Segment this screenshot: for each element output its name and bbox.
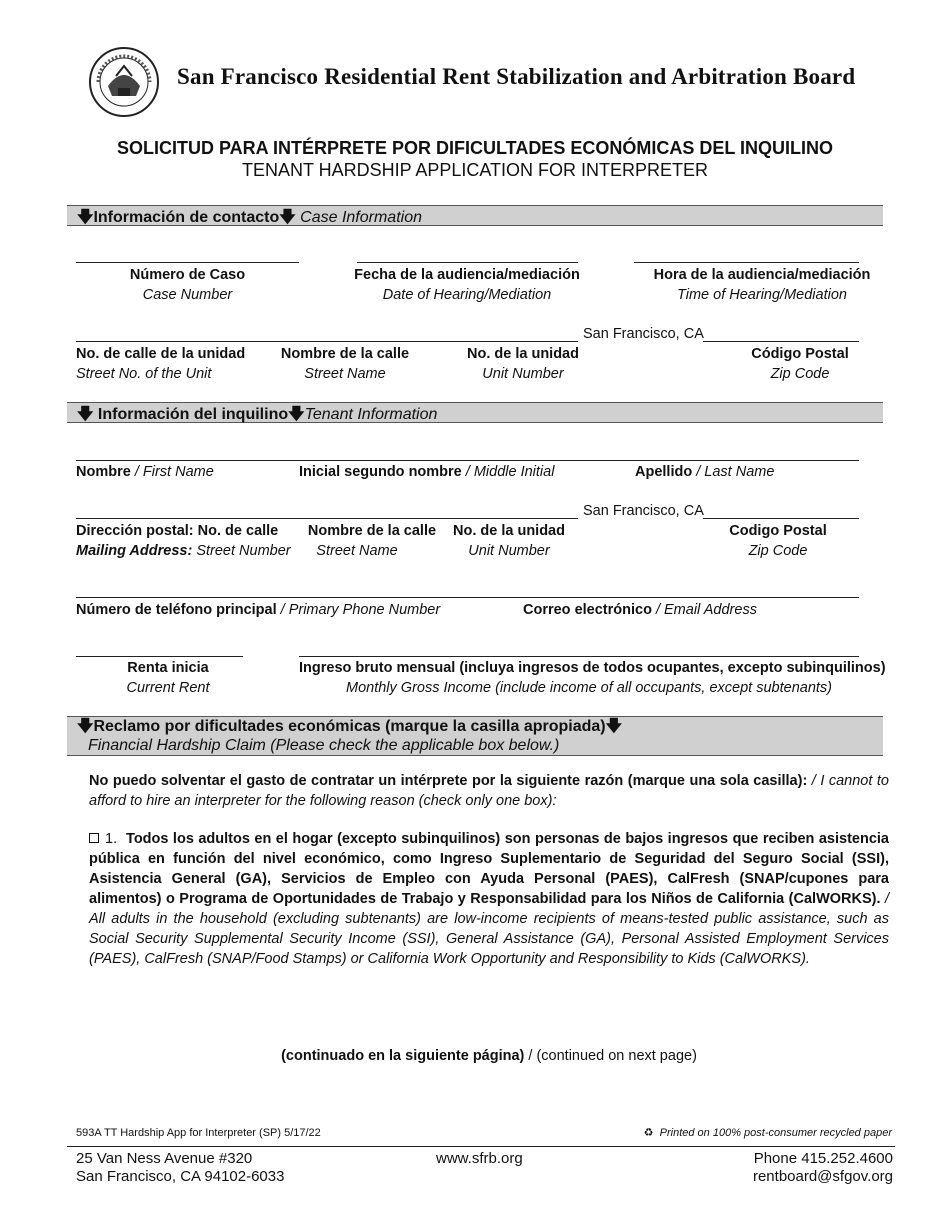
hardship-intro: No puedo solventar el gasto de contratar un intérprete por la siguiente razón (marque una sola casilla): / I cannot to afford to hire an interpreter for the following reason (check only one box): (89, 773, 889, 809)
current-rent-label-es: Renta inicia (127, 660, 209, 676)
tenant-info-header-en: Tenant Information (304, 406, 438, 423)
unit-city-text: San Francisco, CA (583, 326, 704, 342)
footer-divider (67, 1146, 895, 1147)
footer-address: 25 Van Ness Avenue #320 San Francisco, CA 94102-6033 (76, 1150, 285, 1185)
footer-email-link[interactable]: rentboard@sfgov.org (752, 1168, 893, 1185)
tenant-name-field[interactable] (76, 460, 859, 461)
first-name-label: Nombre / First Name (76, 464, 214, 480)
continued-note: (continuado en la siguiente página) / (continued on next page) (281, 1048, 697, 1064)
tenant-info-header-es: 🡇 Información del inquilino🡇 (77, 406, 305, 423)
mailing-zip-field[interactable] (703, 518, 859, 519)
option-1-checkbox[interactable] (89, 833, 99, 843)
footer-phone: Phone 415.252.4600 (753, 1150, 893, 1167)
case-info-header-es: 🡇Información de contacto🡇 (77, 209, 296, 226)
monthly-income-field[interactable] (299, 656, 859, 657)
current-rent-label-en: Current Rent (126, 680, 210, 696)
monthly-income-label-en: Monthly Gross Income (include income of all occupants, except subtenants) (346, 680, 832, 696)
mailing-street-no-label-en: Mailing Address: Street Number (76, 543, 291, 559)
case-info-header-bar (67, 205, 883, 226)
mailing-street-no-label-es: Dirección postal: No. de calle (76, 523, 279, 539)
email-label: Correo electrónico / Email Address (523, 602, 757, 618)
footer-contact (753, 1150, 893, 1186)
hearing-time-label-es: Hora de la audiencia/mediación (653, 267, 871, 283)
case-number-label-es: Número de Caso (129, 267, 246, 283)
unit-number-label-en: Unit Number (482, 366, 564, 382)
hardship-header-bar (67, 716, 883, 756)
unit-street-name-label-es: Nombre de la calle (280, 346, 410, 362)
unit-street-name-label-en: Street Name (304, 366, 386, 382)
last-name-label: Apellido / Last Name (635, 464, 775, 480)
form-title-es: SOLICITUD PARA INTÉRPRETE POR DIFICULTADES ECONÓMICAS DEL INQUILINO (116, 138, 834, 158)
mailing-street-name-label-en: Street Name (316, 543, 398, 559)
form-id: 593A TT Hardship App for Interpreter (SP) 5/17/22 (76, 1127, 321, 1139)
unit-address-field[interactable] (76, 341, 578, 342)
mailing-zip-label-es: Codigo Postal (729, 523, 827, 539)
mailing-address-field[interactable] (76, 518, 578, 519)
phone-email-field[interactable] (76, 597, 859, 598)
current-rent-field[interactable] (76, 656, 243, 657)
hardship-header-en: Financial Hardship Claim (Please check the applicable box below.) (88, 737, 560, 754)
unit-number-label-es: No. de la unidad (467, 346, 579, 362)
hardship-header-es: 🡇Reclamo por dificultades económicas (marque la casilla apropiada)🡇 (77, 718, 623, 735)
case-info-header-en: Case Information (295, 209, 422, 226)
hearing-date-field[interactable] (357, 262, 578, 263)
mailing-street-name-label-es: Nombre de la calle (307, 523, 437, 539)
hearing-time-field[interactable] (634, 262, 859, 263)
case-number-label-en: Case Number (142, 287, 233, 303)
phone-label: Número de teléfono principal / Primary Phone Number (76, 602, 441, 618)
unit-street-no-label-es: No. de calle de la unidad (76, 346, 246, 362)
form-title-en: TENANT HARDSHIP APPLICATION FOR INTERPRETER (241, 160, 709, 180)
monthly-income-label-es: Ingreso bruto mensual (incluya ingresos de todos ocupantes, excepto subinquilinos) (299, 660, 886, 676)
mailing-zip-label-en: Zip Code (748, 543, 808, 559)
mailing-unit-label-en: Unit Number (468, 543, 550, 559)
unit-street-no-label-en: Street No. of the Unit (76, 366, 212, 382)
mailing-unit-label-es: No. de la unidad (453, 523, 565, 539)
unit-zip-label-en: Zip Code (770, 366, 830, 382)
middle-initial-label: Inicial segundo nombre / Middle Initial (299, 464, 555, 480)
hearing-date-label-en: Date of Hearing/Mediation (382, 287, 552, 303)
hearing-date-label-es: Fecha de la audiencia/mediación (354, 267, 580, 283)
recycle-icon: ♻ (643, 1127, 654, 1139)
organization-name: San Francisco Residential Rent Stabilization and Arbitration Board (177, 64, 856, 89)
recycled-note: ♻ Printed on 100% post-consumer recycled paper (643, 1127, 892, 1139)
unit-zip-label-es: Código Postal (751, 346, 849, 362)
tenant-info-header-bar (67, 402, 883, 423)
case-number-field[interactable] (76, 262, 299, 263)
mailing-city-text: San Francisco, CA (583, 503, 704, 519)
footer-website-link[interactable]: www.sfrb.org (436, 1150, 523, 1167)
hearing-time-label-en: Time of Hearing/Mediation (677, 287, 847, 303)
city-seal-logo (88, 46, 160, 118)
unit-zip-field[interactable] (703, 341, 859, 342)
hardship-option-1: 1. Todos los adultos en el hogar (excepto subinquilinos) son personas de bajos ingresos que reciben asistencia pública en función del nivel económico, como Ingreso Suplementario de Seguridad del Seguro Social (SSI), Asistencia General (GA), Servicios de Empleo con Ayuda Personal (PAES), CalFresh (SNAP/cupones para alimentos) o Programa de Oportunidades de Trabajo y Responsabilidad para los Niños de California (CalWORKS). / All adults in the household (excluding subtenants) are low-income recipients of means-tested public assistance, such as Social Security Supplemental Security Income (SSI), General Assistance (GA), Personal Assisted Employment Services (PAES), CalFresh (SNAP/Food Stamps) or California Work Opportunity and Responsibility to Kids (CalWORKS). (89, 831, 890, 967)
